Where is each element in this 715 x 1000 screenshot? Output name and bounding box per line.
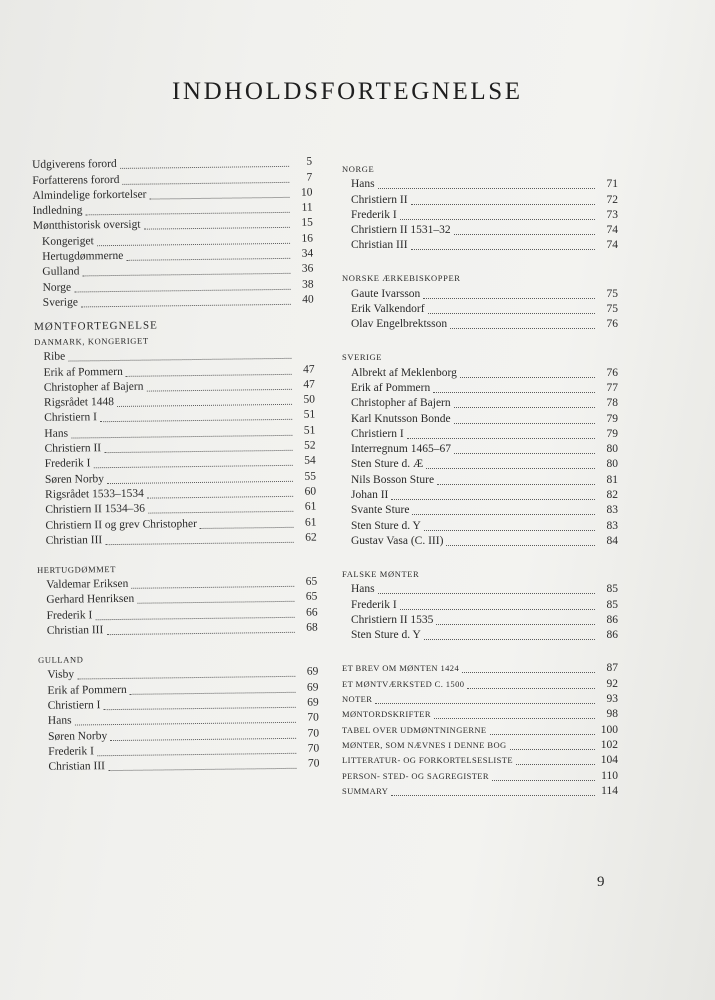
toc-entry: Karl Knutsson Bonde 79: [351, 412, 618, 425]
toc-entry: Christiern I 69: [47, 696, 319, 712]
intro-section: [32, 155, 314, 311]
toc-entry: Frederik I 66: [46, 606, 318, 622]
toc-entry: Christian III 74: [351, 239, 618, 252]
toc-entry: Møntthistorisk oversigt 15: [32, 217, 313, 233]
toc-entry: SUMMARY 114: [342, 784, 618, 797]
sverige-section: [342, 350, 618, 549]
toc-entry: TABEL OVER UDMØNTNINGERNE 100: [342, 723, 618, 736]
toc-entry: Christian III 70: [48, 757, 320, 773]
toc-entry: Hertugdømmerne 34: [42, 247, 314, 263]
toc-entry: Johan II 82: [351, 489, 618, 502]
toc-entry: Ribe: [34, 347, 314, 366]
toc-entry: Christiern I 79: [351, 427, 618, 440]
page-title: INDHOLDSFORTEGNELSE: [172, 78, 523, 105]
danmark-section: [34, 332, 317, 549]
right-column: [342, 162, 618, 799]
section-heading: FALSKE MØNTER: [342, 568, 420, 579]
toc-entry: Sten Sture d. Y 83: [351, 519, 618, 532]
toc-entry: Erik Valkendorf 75: [351, 303, 618, 316]
toc-entry: Kongeriget 16: [41, 232, 314, 248]
norge-section: [342, 162, 618, 253]
toc-entry: NOTER 93: [342, 693, 618, 706]
toc-entry: Søren Norby 55: [44, 470, 316, 486]
toc-entry: ET MØNTVÆRKSTED C. 1500 92: [342, 677, 618, 690]
toc-entry: MØNTER, SOM NÆVNES I DENNE BOG 102: [342, 738, 618, 751]
toc-entry: Christian III 68: [46, 621, 318, 637]
toc-entry: Erik af Pommern 47: [43, 363, 315, 379]
toc-entry: Frederik I 54: [44, 454, 316, 471]
toc-entry: Christiern II 1535 86: [351, 613, 618, 626]
norske-section: [342, 271, 618, 332]
toc-entry: Rigsrådet 1533–1534 60: [45, 485, 317, 501]
toc-entry: Hans 71: [351, 178, 618, 191]
toc-entry: Gulland 36: [42, 262, 314, 279]
toc-entry: Erik af Pommern 77: [351, 381, 618, 394]
toc-entry: PERSON- STED- OG SAGREGISTER 110: [342, 769, 618, 782]
section-heading: GULLAND: [38, 654, 84, 665]
toc-entry: MØNTORDSKRIFTER 98: [342, 708, 618, 721]
toc-entry: Nils Bosson Sture 81: [351, 473, 618, 486]
toc-entry: Gustav Vasa (C. III) 84: [351, 534, 618, 547]
section-heading: HERTUGDØMMET: [36, 563, 117, 575]
toc-entry: Forfatterens forord 7: [32, 171, 313, 187]
toc-entry: Norge 38: [42, 278, 314, 294]
toc-entry: Hans 70: [47, 711, 319, 728]
toc-entry: Christiern II 52: [44, 439, 316, 455]
toc-entry: Frederik I 73: [351, 208, 618, 221]
gulland-section: [38, 650, 319, 775]
section-heading-moentfortegnelse: MØNTFORTEGNELSE: [33, 319, 158, 333]
toc-entry: Valdemar Eriksen 65: [46, 575, 318, 591]
toc-entry: Sten Sture d. Æ 80: [351, 458, 618, 471]
toc-entry: Christian III 62: [45, 531, 317, 547]
toc-entry: Christiern II 1534–36 61: [45, 500, 317, 517]
toc-entry: Gaute Ivarsson 75: [351, 287, 618, 300]
toc-entry: Svante Sture 83: [351, 504, 618, 517]
toc-entry: Christopher af Bajern 78: [351, 397, 618, 410]
page-number: 9: [597, 874, 605, 890]
toc-entry: Sten Sture d. Y 86: [351, 629, 618, 642]
toc-entry: Udgiverens forord 5: [32, 155, 313, 172]
falske-section: [342, 567, 618, 643]
toc-entry: Rigsrådet 1448 50: [43, 393, 316, 410]
toc-entry: Christiern II 1531–32 74: [351, 224, 618, 237]
toc-entry: Gerhard Henriksen 65: [46, 590, 318, 607]
toc-entry: Olav Engelbrektsson 76: [351, 318, 618, 331]
toc-entry: Indledning 11: [32, 201, 313, 218]
toc-entry: Frederik I 85: [351, 598, 618, 611]
toc-entry: Albrekt af Meklenborg 76: [351, 366, 618, 379]
toc-entry: LITTERATUR- OG FORKORTELSESLISTE 104: [342, 754, 618, 767]
section-heading: DANMARK, KONGERIGET: [34, 335, 149, 347]
toc-entry: Christiern I 51: [44, 409, 316, 425]
toc-entry: Almindelige forkortelser 10: [32, 186, 313, 202]
section-heading: NORSKE ÆRKEBISKOPPER: [342, 273, 461, 284]
toc-entry: Hans 85: [351, 583, 618, 596]
toc-entry: Christiern II 72: [351, 193, 618, 206]
toc-entry: Erik af Pommern 69: [47, 681, 319, 697]
left-column: [32, 155, 320, 775]
toc-entry: Søren Norby 70: [47, 727, 320, 743]
toc-entry: Sverige 40: [42, 293, 314, 309]
section-heading: NORGE: [342, 164, 375, 174]
toc-entry: Frederik I 70: [48, 742, 320, 758]
toc-entry: Christopher af Bajern 47: [43, 378, 315, 394]
toc-entry: Interregnum 1465–67 80: [351, 443, 618, 456]
toc-entry: Christiern II og grev Christopher 61: [45, 516, 317, 532]
back-matter-section: [342, 661, 618, 799]
toc-entry: ET BREV OM MØNTEN 1424 87: [342, 662, 618, 675]
hertugdoemmet-section: [37, 559, 318, 639]
toc-entry: Hans 51: [44, 424, 316, 440]
toc-entry: Visby 69: [47, 665, 319, 682]
section-heading: SVERIGE: [342, 352, 383, 363]
